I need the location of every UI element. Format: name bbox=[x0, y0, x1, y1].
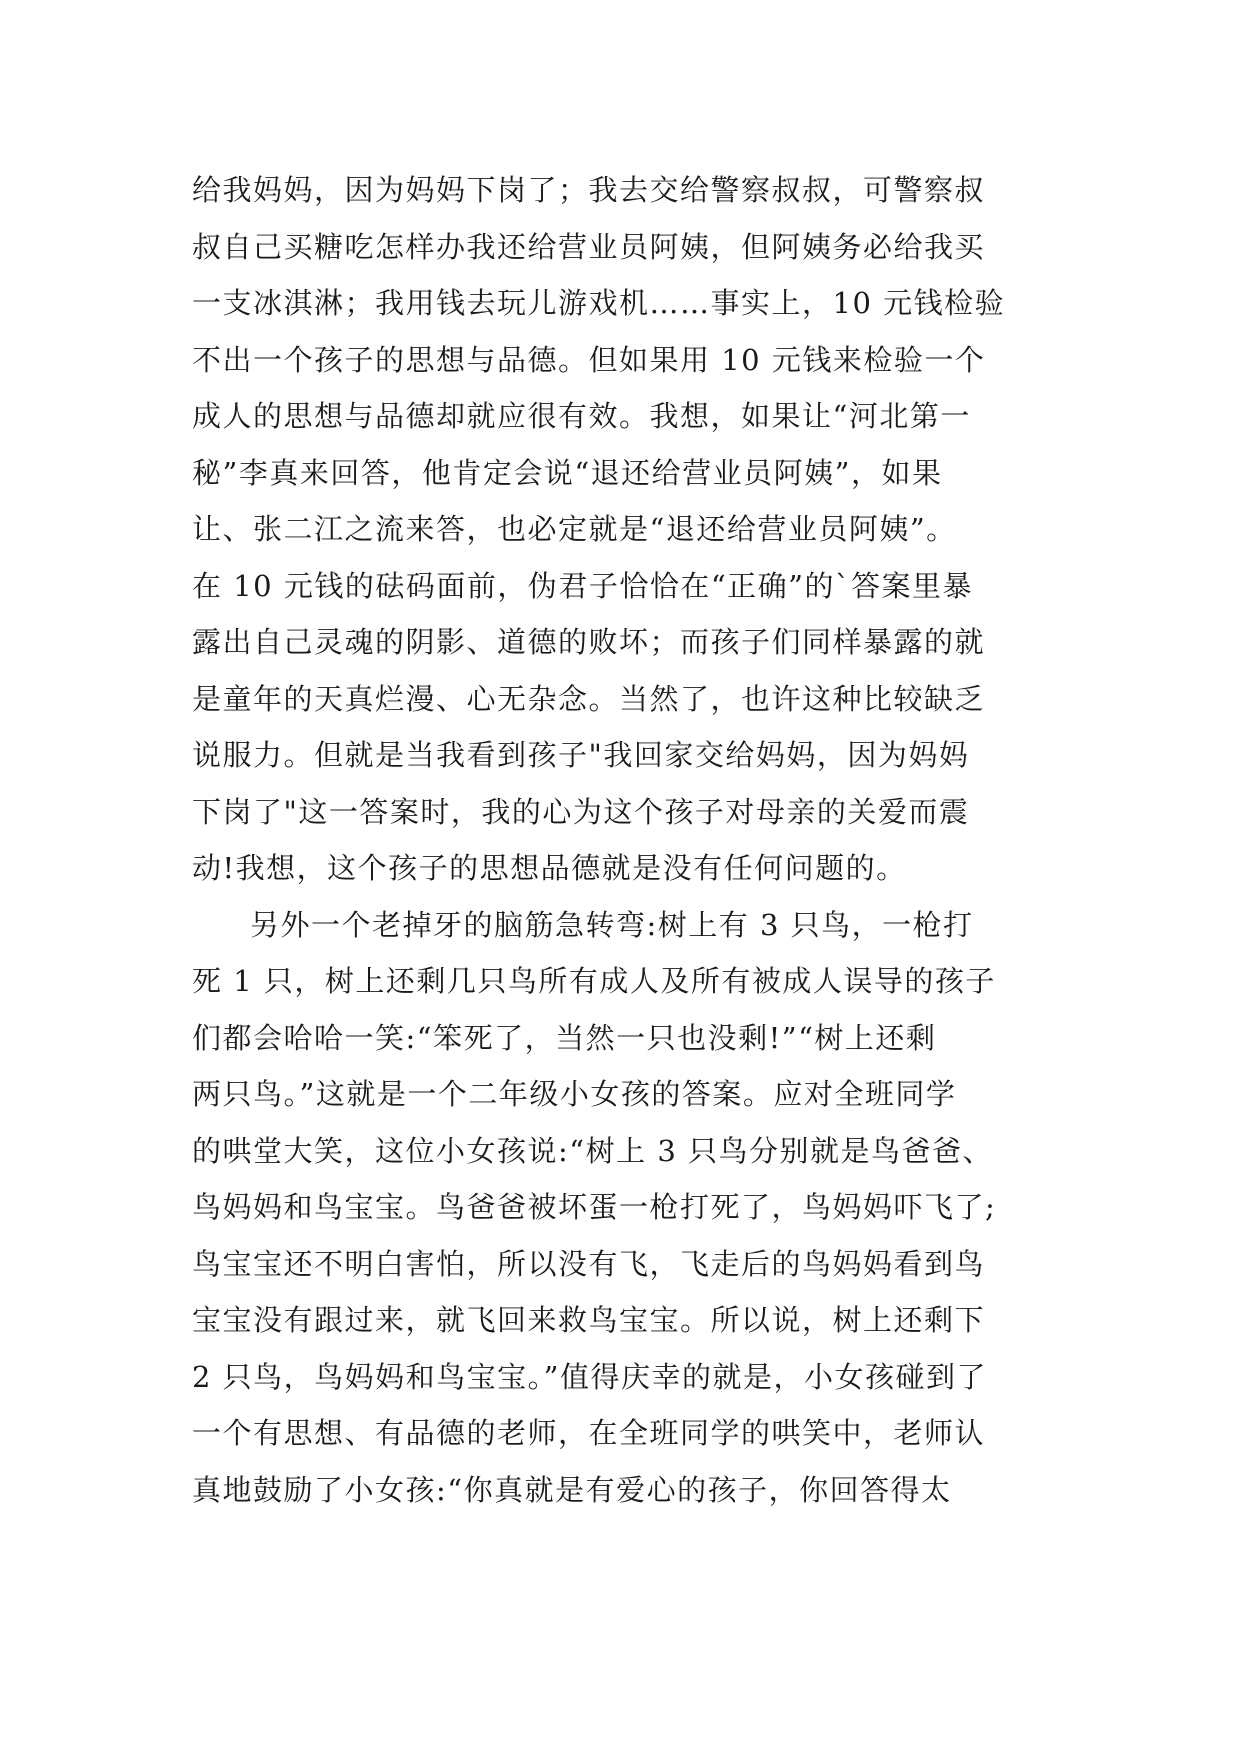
paragraph-2 bbox=[192, 897, 1062, 1519]
text-line: 露出自己灵魂的阴影、道德的败坏；而孩子们同样暴露的就 bbox=[192, 625, 986, 659]
text-line: 给我妈妈，因为妈妈下岗了；我去交给警察叔叔，可警察叔 bbox=[192, 173, 986, 207]
text-line: 们都会哈哈一笑:“笨死了，当然一只也没剩!”“树上还剩 bbox=[192, 1020, 937, 1055]
text-line: 死 1 只，树上还剩几只鸟所有成人及所有被成人误导的孩子 bbox=[192, 964, 996, 998]
text-line: 一个有思想、有品德的老师，在全班同学的哄笑中，老师认 bbox=[192, 1416, 986, 1450]
text-line: 是童年的天真烂漫、心无杂念。当然了，也许这种比较缺乏 bbox=[192, 681, 986, 716]
body-text bbox=[192, 162, 1062, 1518]
text-line: 的哄堂大笑，这位小女孩说:“树上 3 只鸟分别就是鸟爸爸、 bbox=[192, 1133, 993, 1168]
text-line: 一支冰淇淋；我用钱去玩儿游戏机……事实上，10 元钱检验 bbox=[192, 286, 1006, 320]
text-line: 两只鸟。”这就是一个二年级小女孩的答案。应对全班同学 bbox=[192, 1077, 957, 1111]
text-line: 下岗了"这一答案时，我的心为这个孩子对母亲的关爱而震 bbox=[192, 794, 970, 829]
text-line: 2 只鸟，鸟妈妈和鸟宝宝。”值得庆幸的就是，小女孩碰到了 bbox=[192, 1359, 987, 1394]
text-line: 动!我想，这个孩子的思想品德就是没有任何问题的。 bbox=[192, 851, 907, 885]
text-line: 成人的思想与品德却就应很有效。我想，如果让“河北第一 bbox=[192, 399, 971, 433]
text-line: 让、张二江之流来答，也必定就是“退还给营业员阿姨”。 bbox=[192, 512, 957, 546]
text-line: 鸟妈妈和鸟宝宝。鸟爸爸被坏蛋一枪打死了，鸟妈妈吓飞了; bbox=[192, 1190, 997, 1224]
text-line: 宝宝没有跟过来，就飞回来救鸟宝宝。所以说，树上还剩下 bbox=[192, 1303, 986, 1337]
text-line: 另外一个老掉牙的脑筋急转弯:树上有 3 只鸟，一枪打 bbox=[250, 907, 974, 942]
text-line: 叔自己买糖吃怎样办我还给营业员阿姨，但阿姨务必给我买 bbox=[192, 229, 986, 264]
text-line: 真地鼓励了小女孩:“你真就是有爱心的孩子，你回答得太 bbox=[192, 1472, 952, 1507]
text-line: 说服力。但就是当我看到孩子"我回家交给妈妈，因为妈妈 bbox=[192, 738, 970, 772]
text-line: 鸟宝宝还不明白害怕，所以没有飞，飞走后的鸟妈妈看到鸟 bbox=[192, 1246, 986, 1281]
text-line: 不出一个孩子的思想与品德。但如果用 10 元钱来检验一个 bbox=[192, 342, 986, 377]
paragraph-1 bbox=[192, 162, 1062, 897]
text-line: 秘”李真来回答，他肯定会说“退还给营业员阿姨”，如果 bbox=[192, 455, 943, 490]
text-line: 在 10 元钱的砝码面前，伪君子恰恰在“正确”的`答案里暴 bbox=[192, 568, 973, 603]
